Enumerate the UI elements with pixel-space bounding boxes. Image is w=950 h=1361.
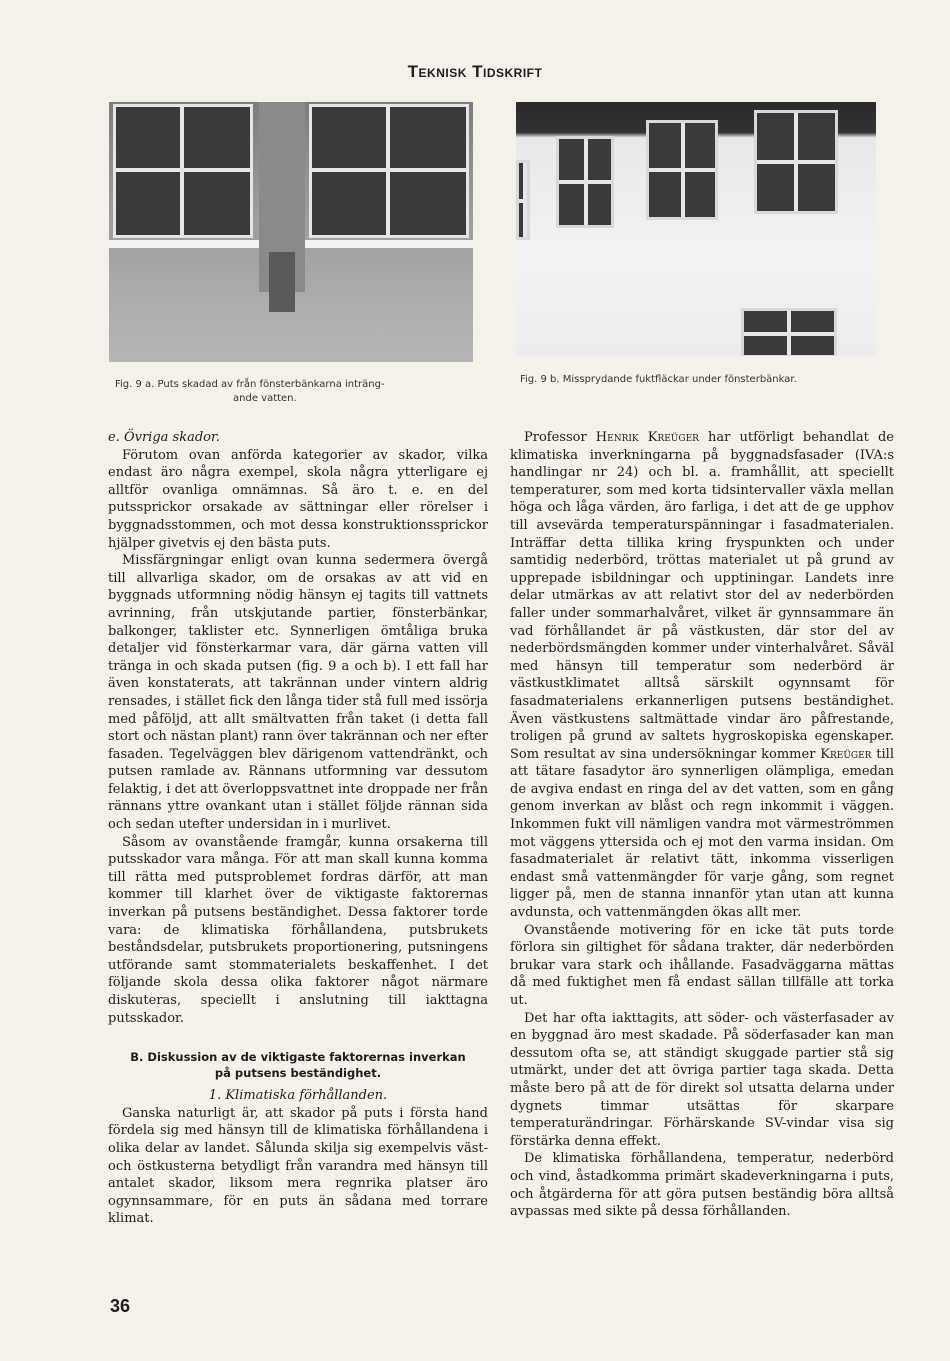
paragraph: Förutom ovan anförda kategorier av skador, vilka endast äro några exempel, skola några ytterligare ej alltför ovanliga omnämnas. Så äro t. e. en del putssprickor orsakade av sättningar eller rörelser i byggnadsstommen, och mot dessa konstruktionssprickor hjälper givetvis ej den bästa puts. xyxy=(108,447,488,551)
text-span: Professor xyxy=(524,430,596,445)
figure-9b-photo xyxy=(516,102,876,356)
water-stain xyxy=(269,252,295,312)
figure-9b-caption: Fig. 9 b. Missprydande fuktfläckar under fönsterbänkar. xyxy=(520,374,797,385)
journal-header: Teknisk Tidskrift xyxy=(407,62,543,81)
heading-line: på putsens beständighet. xyxy=(214,1066,382,1081)
author-name: Kreüger xyxy=(820,746,872,762)
window-shape xyxy=(646,120,718,220)
paragraph: Det har ofta iakttagits, att söder- och västerfasader av en byggnad äro mest skadade. På söderfasader kan man dessutom ofta se, att ständigt skuggade partier stå sig utmärkt, under det att övriga partier taga skada. Detta måste bero på att de för direkt sol utsatta delarna under dygnets timmar utsättas för skarpare temperaturändringar. Förhärskande SV-vindar visa sig förstärka denna effekt. xyxy=(510,1010,894,1149)
figure-9a-photo xyxy=(109,102,473,362)
section-heading-b xyxy=(108,1049,488,1081)
heading-line: B. Diskussion av de viktigaste faktorernas inverkan xyxy=(130,1050,466,1065)
right-column xyxy=(510,429,894,1221)
text-span: till att tätare fasadytor äro synnerligen olämpliga, emedan de avgiva endast en ringa del av det vatten, som en gång genom inverkan av blåst och regn inkommit i väggen. Inkommen fukt vill nämligen vandra mot värmeströmmen mot väggens yttersida och ej mot den varma insidan. Om fasadmaterialet är relativt tätt, inkomma visserligen endast små vattenmängder för varje gång, som regnet ligger på, men de stanna innanför ytan utan att kunna avdunsta, och vattenmängden ökas allt mer. xyxy=(510,746,894,921)
window-shape xyxy=(741,308,837,356)
caption-line: Fig. 9 a. Puts skadad av från fönsterbänkarna inträng- xyxy=(115,379,385,390)
paragraph xyxy=(510,429,894,922)
page-number: 36 xyxy=(110,1296,131,1316)
paragraph: Såsom av ovanstående framgår, kunna orsakerna till putsskador vara många. För att man skall kunna komma till rätta med putsproblemet fordras därför, att man kommer till klarhet över de viktigaste faktorernas inverkan på putsens beständighet. Dessa faktorer torde vara: de klimatiska förhållandena, putsbrukets beståndsdelar, putsbrukets proportionering, putsningens utförande samt stommaterialets beskaffenhet. I det följande skola dessa olika faktorer något närmare diskuteras, speciellt i anslutning till iakttagna putsskador. xyxy=(108,834,488,1026)
left-column xyxy=(108,429,488,1228)
window-ledge xyxy=(109,240,259,248)
paragraph: Ovanstående motivering för en icke tät puts torde förlora sin giltighet för sådana trakter, där nederbörden brukar vara stark och ihållande. Fasadväggarna mättas då med fuktighet men få endast sällan tillfälle att torka ut. xyxy=(510,922,894,1008)
subsection-heading: 1. Klimatiska förhållanden. xyxy=(208,1088,388,1104)
section-heading-e: e. Övriga skador. xyxy=(108,430,220,445)
caption-line: ande vatten. xyxy=(233,393,297,404)
text-span: har utförligt behandlat de klimatiska inverkningarna på byggnadsfasader (IVA:s handlingar nr 24) och bl. a. framhållit, att speciellt temperaturer, som med korta tidsintervaller växla mellan höga och låga värden, äro farliga, i det att de ge upphov till avsevärda temperaturspänningar i fasadmaterialen. Inträffar detta tillika kring fryspunkten och under samtidig nederbörd, tröttas materialet ut på grund av upprepade isbildningar och upptiningar. Landets inre delar utmärkas av att relativt stor del av nederbörden faller under sommarhalvåret, vilket är gynnsammare än vad förhållandet är på västkusten, där stor del av nederbördsmängden kommer under vinterhalvåret. Såväl med hänsyn till temperatur som nederbörd är västkustklimatet alltså särskilt ogynnsamt för fasadmaterialens erkannerligen putsens beständighet. Även västkustens saltmättade vindar äro påfrestande, troligen på grund av saltets hygroskopiska egenskaper. Som resultat av sina undersökningar kommer xyxy=(510,430,894,762)
window-shape xyxy=(556,136,614,228)
window-ledge xyxy=(305,240,473,248)
window-shape xyxy=(113,104,253,238)
paragraph: Ganska naturligt är, att skador på puts i första hand fördela sig med hänsyn till de klimatiska förhållandena i olika delar av landet. Sålunda skilja sig exempelvis väst- och östkusterna betydligt från varandra med hänsyn till antalet skador, liksom mera regnrika platser äro ogynnsammare, för en puts än sådana med torrare klimat. xyxy=(108,1105,488,1227)
window-shape xyxy=(516,160,530,240)
paragraph: De klimatiska förhållandena, temperatur, nederbörd och vind, åstadkomma primärt skadeverkningarna i puts, och åtgärderna för att göra putsen beständig böra alltså avpassas med sikte på dessa förhållanden. xyxy=(510,1151,894,1220)
paragraph: Missfärgningar enligt ovan kunna sedermera övergå till allvarliga skador, om de orsakas av att vid en byggnads utformning nödig hänsyn ej tagits till vattnets avrinning, från utskjutande partier, fönsterbänkar, balkonger, taklister etc. Synnerligen ömtåliga bruka detaljer vid fönsterkarmar vara, där gärna vatten vill tränga in och skada putsen (fig. 9 a och b). I ett fall har även konstaterats, att takrännan under vintern aldrig rensades, i stället fick den långa tider stå full med issörja med påföljd, att allt smältvatten från taket (i detta fall stort och nästan plant) rann över takrännan och ner efter fasaden. Tegelväggen blev därigenom vattendränkt, och putsen ramlade av. Rännans utformning var dessutom felaktig, i det att överloppsvattnet inte droppade ner från rännans yttre ovankant utan i stället följde rännan sida och sedan utefter undersidan in i murlivet. xyxy=(108,553,488,833)
window-shape xyxy=(754,110,838,214)
figure-9a-caption xyxy=(115,378,485,406)
author-name: Henrik Kreüger xyxy=(595,430,699,445)
window-shape xyxy=(309,104,469,238)
